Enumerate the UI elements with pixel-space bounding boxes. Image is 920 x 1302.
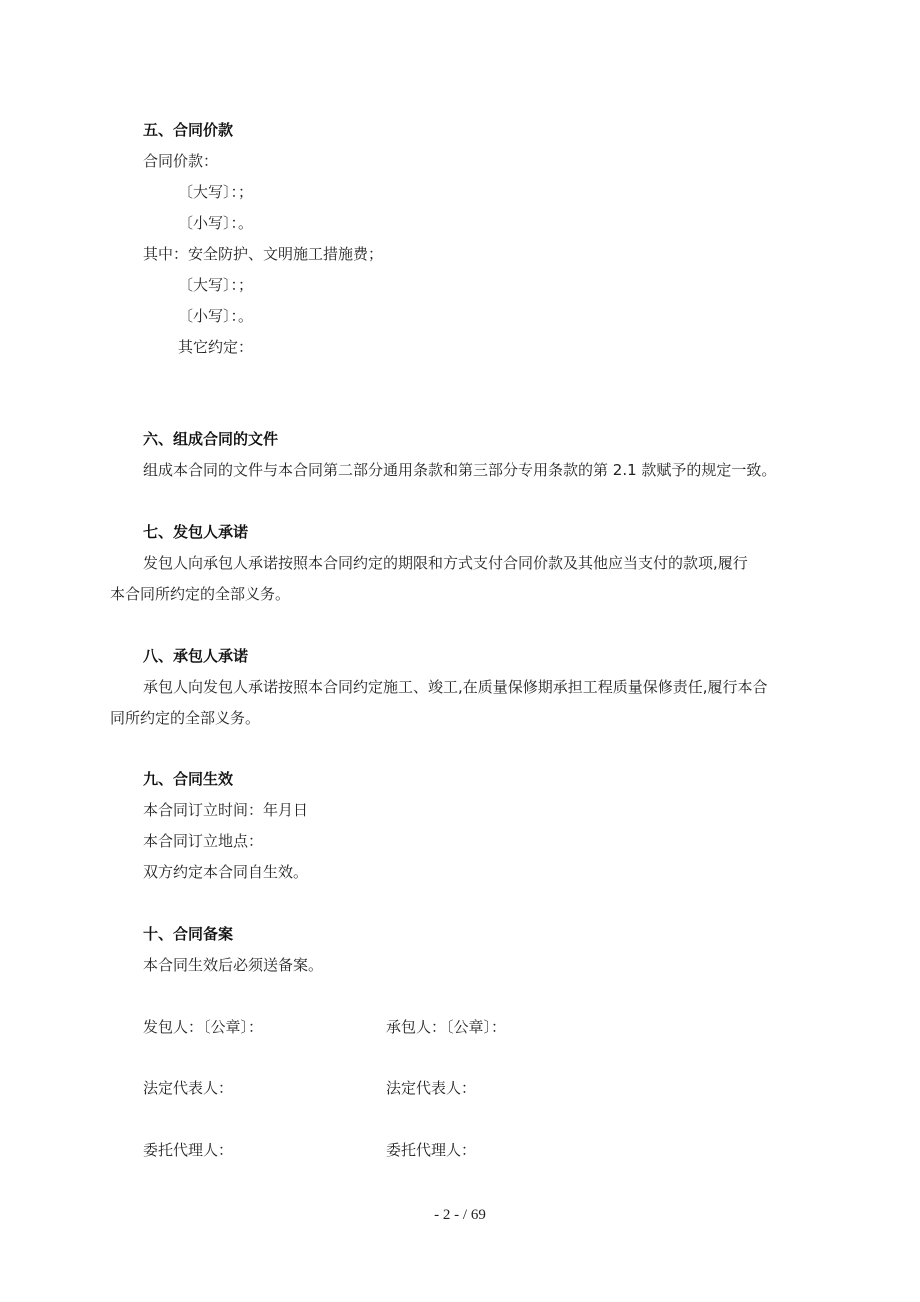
safety-amount-uppercase: 〔大写〕：；: [178, 276, 254, 294]
safety-amount-lowercase: 〔小写〕：。: [178, 307, 254, 325]
amount-lowercase: 〔小写〕：。: [178, 214, 254, 232]
employer-legal-rep-label: 法定代表人：: [143, 1079, 234, 1097]
section-5-heading: 五、合同价款: [143, 121, 234, 139]
safety-measures-fee: 其中：安全防护、文明施工措施费；: [143, 245, 384, 263]
contractor-seal-label: 承包人：〔公章〕：: [386, 1018, 507, 1036]
section-6-text: 组成本合同的文件与本合同第二部分通用条款和第三部分专用条款的第 2.1 款赋予的规定一致。: [143, 461, 777, 479]
section-7-text-line-2: 本合同所约定的全部义务。: [110, 585, 291, 603]
section-8-text-line-2: 同所约定的全部义务。: [110, 709, 261, 727]
effective-clause: 双方约定本合同自生效。: [143, 863, 309, 881]
section-9-heading: 九、合同生效: [143, 770, 234, 788]
signing-time: 本合同订立时间：年月日: [143, 801, 309, 819]
contract-price-label: 合同价款：: [143, 152, 219, 170]
section-10-heading: 十、合同备案: [143, 925, 234, 943]
contractor-agent-label: 委托代理人：: [386, 1141, 477, 1159]
section-7-text-line-1: 发包人向承包人承诺按照本合同约定的期限和方式支付合同价款及其他应当支付的款项,履行: [143, 554, 748, 572]
contractor-legal-rep-label: 法定代表人：: [386, 1079, 477, 1097]
other-agreements: 其它约定：: [178, 338, 254, 356]
section-8-heading: 八、承包人承诺: [143, 647, 249, 665]
section-6-heading: 六、组成合同的文件: [143, 430, 279, 448]
section-8-text-line-1: 承包人向发包人承诺按照本合同约定施工、竣工,在质量保修期承担工程质量保修责任,履行本合: [143, 678, 768, 696]
employer-seal-label: 发包人：〔公章〕：: [143, 1018, 264, 1036]
page-number: - 2 - / 69: [434, 1207, 486, 1223]
employer-agent-label: 委托代理人：: [143, 1141, 234, 1159]
signing-place: 本合同订立地点：: [143, 832, 264, 850]
filing-text: 本合同生效后必须送备案。: [143, 956, 324, 974]
amount-uppercase: 〔大写〕：；: [178, 183, 254, 201]
section-7-heading: 七、发包人承诺: [143, 523, 249, 541]
